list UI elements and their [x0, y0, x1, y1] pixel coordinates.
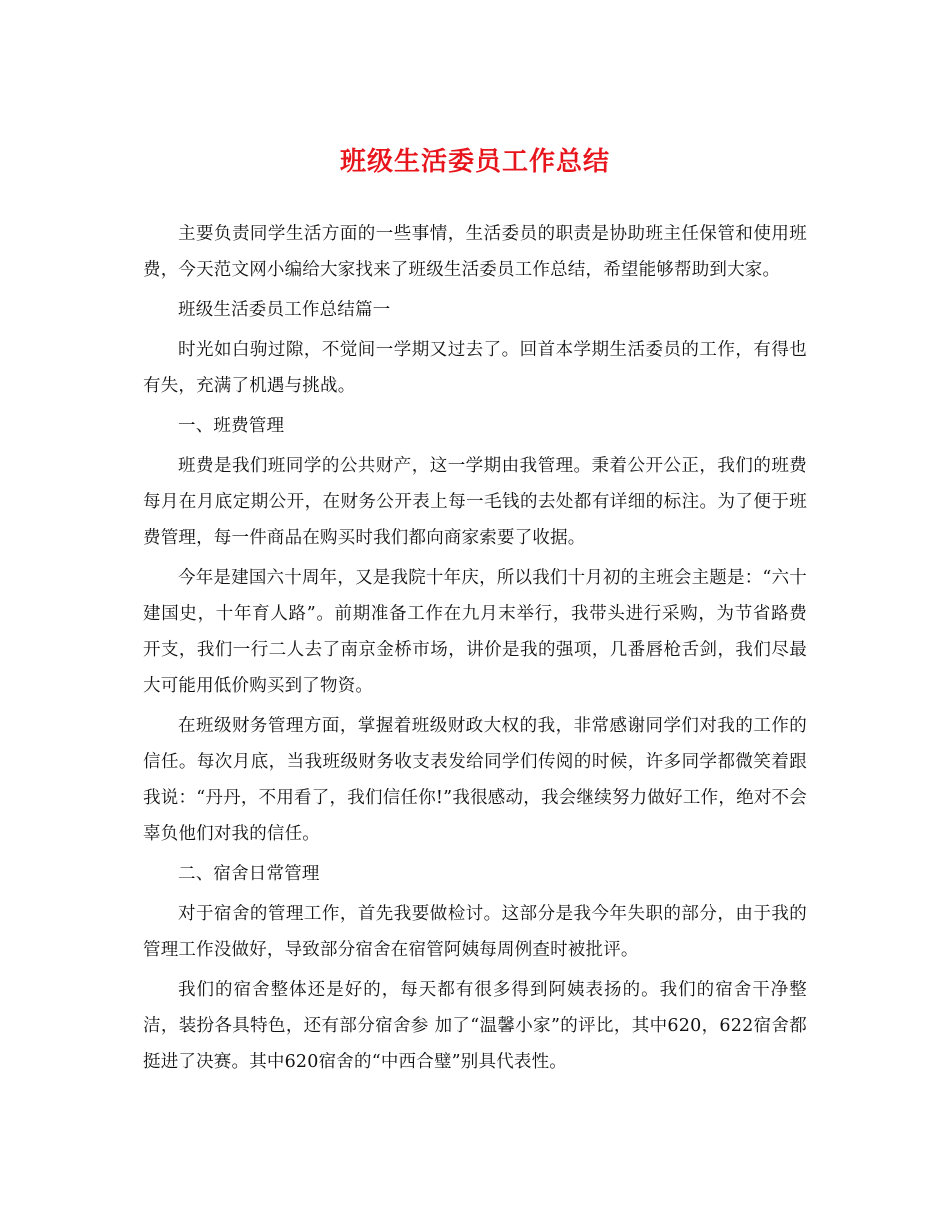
paragraph-class-fee-public: 班费是我们班同学的公共财产，这一学期由我管理。秉着公开公正，我们的班费每月在月底定期公开，在财务公开表上每一毛钱的去处都有详细的标注。为了便于班费管理，每一件商品在购买时我们都向商家索要了收据。	[143, 456, 807, 548]
paragraph-dorm-praise: 我们的宿舍整体还是好的，每天都有很多得到阿姨表扬的。我们的宿舍干净整洁，装扮各具特色，还有部分宿舍参 加了“温馨小家”的评比，其中620，622宿舍都挺进了决赛。其中620宿舍的“中西合璧”别具代表性。	[143, 980, 807, 1072]
paragraph-opening: 时光如白驹过隙，不觉间一学期又过去了。回首本学期生活委员的工作，有得也有失，充满了机遇与挑战。	[143, 340, 807, 396]
paragraph-section-heading-part-one: 班级生活委员工作总结篇一	[178, 300, 391, 320]
paragraph-dorm-review: 对于宿舍的管理工作，首先我要做检讨。这部分是我今年失职的部分，由于我的管理工作没做好，导致部分宿舍在宿管阿姨每周例查时被批评。	[143, 904, 807, 960]
document-title: 班级生活委员工作总结	[339, 147, 610, 177]
paragraph-anniversary-meeting: 今年是建国六十周年，又是我院十年庆，所以我们十月初的主班会主题是：“六十建国史，十年育人路”。前期准备工作在九月末举行，我带头进行采购，为节省路费开支，我们一行二人去了南京金桥市场，讲价是我的强项，几番唇枪舌剑，我们尽最大可能用低价购买到了物资。	[143, 568, 807, 696]
paragraph-heading-dorm: 二、宿舍日常管理	[178, 864, 320, 884]
document-body	[143, 216, 807, 1084]
paragraph-heading-class-fee: 一、班费管理	[178, 416, 285, 436]
paragraph-financial-trust: 在班级财务管理方面，掌握着班级财政大权的我，非常感谢同学们对我的工作的信任。每次月底，当我班级财务收支表发给同学们传阅的时候，许多同学都微笑着跟我说：“丹丹，不用看了，我们信任你!”我很感动，我会继续努力做好工作，绝对不会辜负他们对我的信任。	[143, 716, 807, 844]
paragraph-intro: 主要负责同学生活方面的一些事情，生活委员的职责是协助班主任保管和使用班费，今天范文网小编给大家找来了班级生活委员工作总结，希望能够帮助到大家。	[143, 224, 807, 280]
